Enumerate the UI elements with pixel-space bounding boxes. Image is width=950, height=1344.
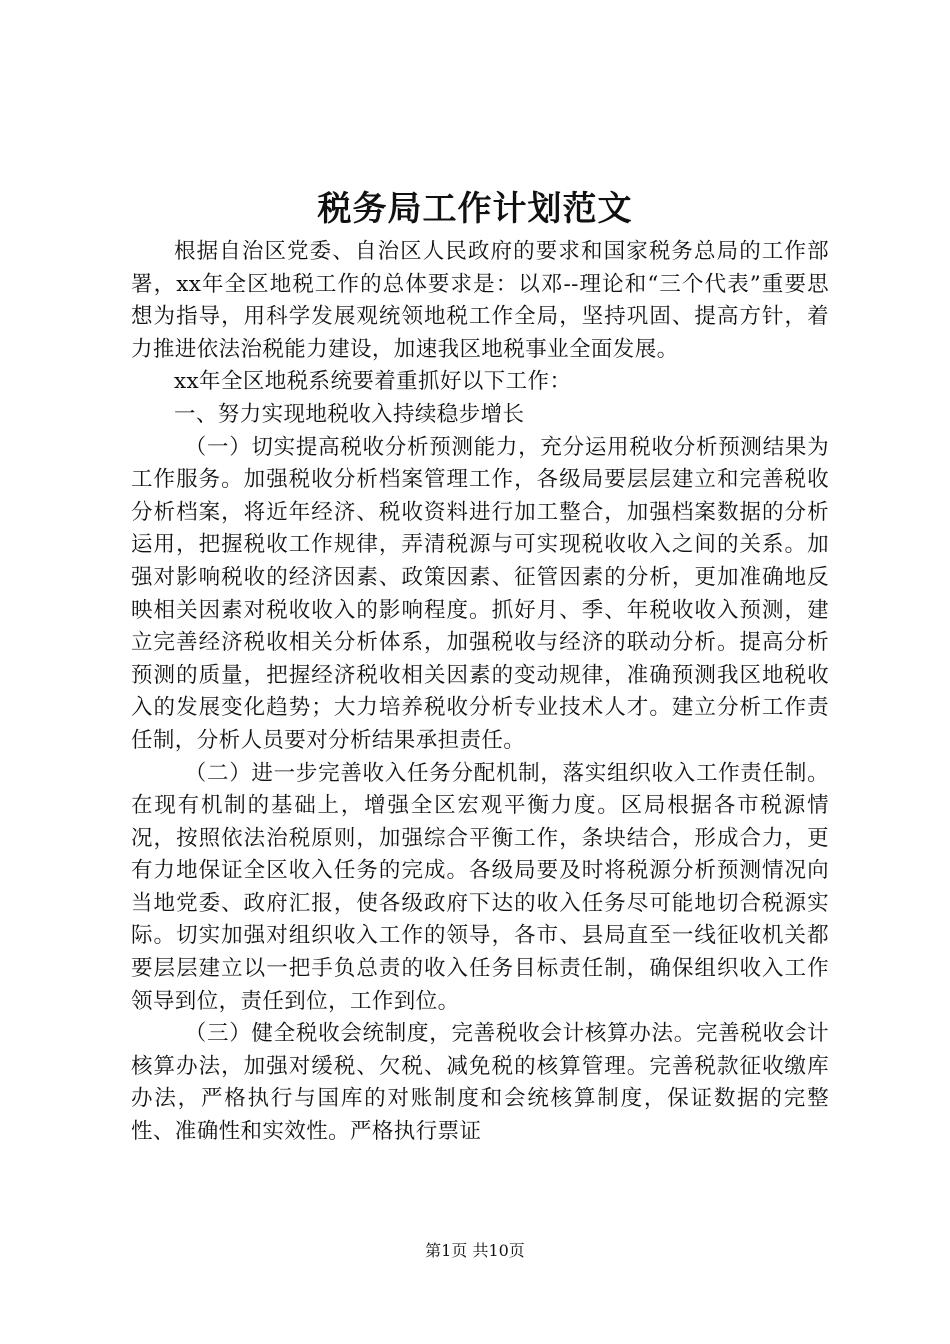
paragraph-item-3: （三）健全税收会统制度，完善税收会计核算办法。完善税收会计核算办法，加强对缓税、欠税、减免税的核算管理。完善税款征收缴库办法，严格执行与国库的对账制度和会统核算制度，保证数据的完整性、准确性和实效性。严格执行票证 <box>131 1021 829 1145</box>
paragraph-item-2: （二）进一步完善收入任务分配机制，落实组织收入工作责任制。在现有机制的基础上，增强全区宏观平衡力度。区局根据各市税源情况，按照依法治税原则，加强综合平衡工作，条块结合，形成合力，更有力地保证全区收入任务的完成。各级局要及时将税源分析预测情况向当地党委、政府汇报，使各级政府下达的收入任务尽可能地切合税源实际。切实加强对组织收入工作的领导，各市、县局直至一线征收机关都要层层建立以一把手负总责的收入任务目标责任制，确保组织收入工作领导到位，责任到位，工作到位。 <box>131 760 829 1014</box>
document-body <box>131 236 829 1149</box>
paragraph-intro: 根据自治区党委、自治区人民政府的要求和国家税务总局的工作部署，xx年全区地税工作的总体要求是：以邓--理论和“三个代表”重要思想为指导，用科学发展观统领地税工作全局，坚持巩固、提高方针，着力推进依法治税能力建设，加速我区地税事业全面发展。 <box>131 239 829 362</box>
page-number-footer: 第1页 共10页 <box>425 1241 525 1260</box>
paragraph-lead-in: xx年全区地税系统要着重抓好以下工作： <box>174 369 572 395</box>
document-title: 税务局工作计划范文 <box>317 189 633 229</box>
paragraph-item-1: （一）切实提高税收分析预测能力，充分运用税收分析预测结果为工作服务。加强税收分析档案管理工作，各级局要层层建立和完善税收分析档案，将近年经济、税收资料进行加工整合，加强档案数据的分析运用，把握税收工作规律，弄清税源与可实现税收收入之间的关系。加强对影响税收的经济因素、政策因素、征管因素的分析，更加准确地反映相关因素对税收收入的影响程度。抓好月、季、年税收收入预测，建立完善经济税收相关分析体系，加强税收与经济的联动分析。提高分析预测的质量，把握经济税收相关因素的变动规律，准确预测我区地税收入的发展变化趋势；大力培养税收分析专业技术人才。建立分析工作责任制，分析人员要对分析结果承担责任。 <box>131 434 829 753</box>
section-heading-1: 一、努力实现地税收入持续稳步增长 <box>174 401 525 427</box>
